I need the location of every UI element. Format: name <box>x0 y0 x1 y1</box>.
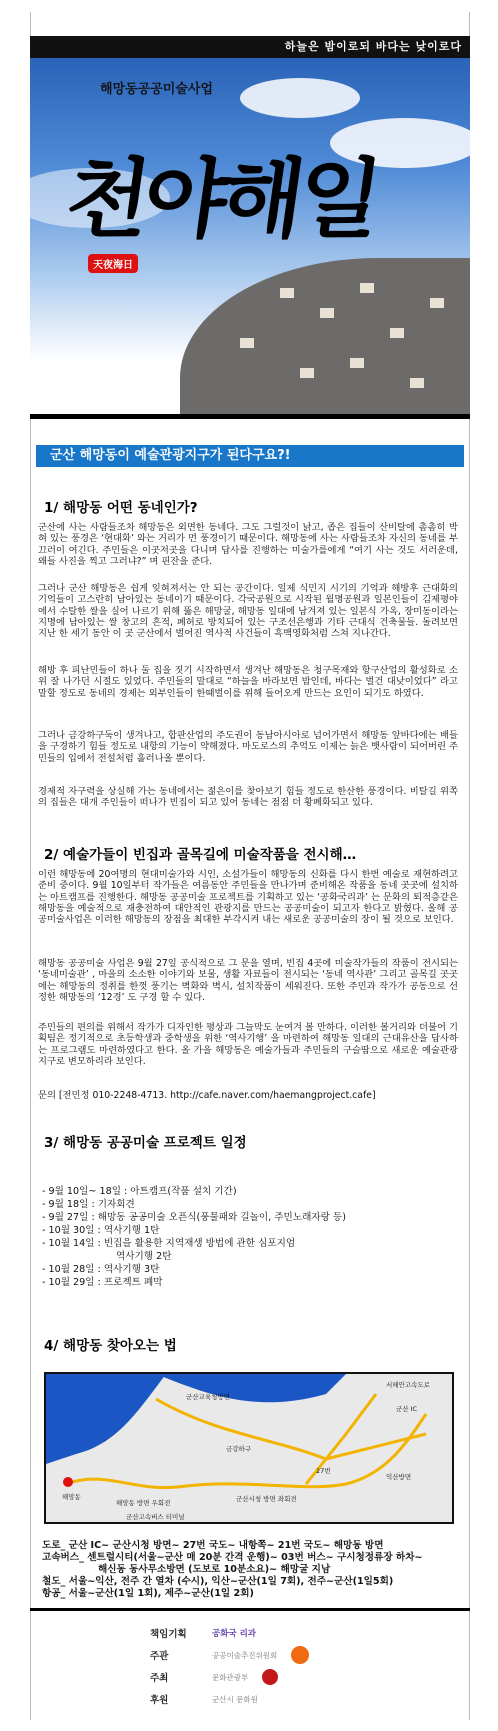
directions-map <box>44 1372 454 1524</box>
footer-divider <box>30 1608 470 1611</box>
credits-block <box>150 1622 309 1710</box>
credit-role: 책임기획 <box>150 1629 187 1640</box>
house <box>410 378 424 388</box>
credit-org: 공화국 리과 <box>212 1629 257 1639</box>
directions-list <box>42 1540 462 1600</box>
house <box>350 358 364 368</box>
cloud <box>240 78 360 118</box>
section-1-heading: 1/ 해망동 어떤 동네인가? <box>44 500 198 516</box>
house <box>240 338 254 348</box>
map-label: 해망동 방면 우회전 <box>116 1499 171 1507</box>
credit-org: 공공미술추진위원회 <box>212 1650 278 1660</box>
map-label: 금강하구 <box>226 1445 252 1453</box>
credit-role: 주관 <box>150 1651 169 1662</box>
direction-item: 항공_ 서울~군산(1일 1회), 제주~군산(1일 2회) <box>42 1588 254 1599</box>
direction-item: 도로_ 군산 IC~ 군산시청 방면~ 27번 국도~ 내항쪽~ 21번 국도~ 해망동 방면 <box>42 1540 384 1551</box>
hillside-village <box>180 258 470 414</box>
map-label: 군산 IC <box>396 1405 418 1413</box>
schedule-item: - 9월 10일~ 18일 : 아트캠프(작품 설치 기간) <box>42 1186 237 1197</box>
project-name: 해망동공공미술사업 <box>100 82 214 97</box>
organization-logo-icon <box>262 1669 278 1685</box>
map-label: 군산시청 방면 좌회전 <box>236 1495 297 1503</box>
house <box>320 308 334 318</box>
house <box>430 298 444 308</box>
paragraph: 그러나 군산 해망동은 쉽게 잊혀져서는 안 되는 공간이다. 일제 식민지 시기의 기억과 해방후 근대화의 기억들이 고스란히 남아있는 동네이기 때문이다. 각국공원으로 시작된 월명공원과 일본인들이 김제평야에서 수탈한 쌀을 실어 나르기 위해 뚫은 해망굴, 해망동 일대에 남겨져 있는 일본식 가옥, 장미동이라는 지명에 남아있는 쌀 창고의 흔적, 폐허로 방치되어 있는 구조선은행과 기타 근대식 건축물들. 돌려보면 지난 한 세기 동안 이 곳 군산에서 벌어진 역사적 사건들이 흑백영화처럼 스쳐 지나간다. <box>38 583 458 640</box>
house <box>390 328 404 338</box>
house <box>280 288 294 298</box>
map-label: 군산고속버스 터미널 <box>126 1513 185 1521</box>
hero-banner <box>30 58 470 414</box>
house <box>360 283 374 293</box>
credit-row <box>150 1666 309 1688</box>
map-label: 군산교육청방면 <box>186 1393 230 1401</box>
credit-row <box>150 1644 309 1666</box>
schedule-item: - 10월 28일 : 역사기행 3탄 <box>42 1264 160 1275</box>
paragraph: 해망동 공공미술 사업은 9월 27일 공식적으로 그 문을 열며, 빈집 4곳에 미술작가들의 작품이 전시되는 ‘동네미술관’ , 마을의 소소한 이야기와 보물, 생활 자료들이 전시되는 ‘동네 역사관’ 그리고 골목길 곳곳에는 해망동의 정취를 한껏 풍기는 벽화와 벽시, 설치작품이 세워진다. 또한 주민과 작가가 공동으로 선정한 해망동의 ‘12경’ 도 구경 할 수 있다. <box>38 958 458 1003</box>
contact-info: 문의 [전민정 010-2248-4713. http://cafe.naver.com/haemangproject.cafe] <box>38 1090 376 1101</box>
map-label: 27번 <box>316 1467 331 1475</box>
direction-item: 해신동 동사무소방면 (도보로 10분소요)~ 해망굴 지남 <box>98 1564 331 1575</box>
organization-logo-icon <box>291 1646 309 1664</box>
paragraph: 이런 해망동에 20여명의 현대미술가와 시인, 소설가들이 해망동의 신화를 다시 한번 예술로 재현하려고 준비 중이다. 9월 10일부터 작가들은 여름동안 주민들을 만나가며 준비해온 작품을 동네 곳곳에 설치하는 아트캠프를 진행한다. 해망동 공공미술 프로젝트를 기획하고 있는 ‘공화국리과’ 는 문화의 퇴적층같은 해망동을 예술적으로 재충전하여 대안적인 관광지를 만드는 공공미술이 되고자 한다고 밝혔다. 올해 공공미술사업은 이러한 해망동의 장점을 최대한 부각시켜 내는 새로운 공공미술의 장이 될 것으로 보인다. <box>38 869 458 926</box>
paragraph: 그러나 금강하구둑이 생겨나고, 합판산업의 주도권이 동남아시아로 넘어가면서 해망동 앞바다에는 배들을 구경하기 힘들 정도로 내항의 기능이 약해졌다. 마도로스의 추억도 이제는 늙은 뱃사람이 되어버린 주민들의 입에서 전설처럼 흘러나올 뿐이다. <box>38 730 458 764</box>
sea-area <box>46 1374 166 1464</box>
map-label: 익산방면 <box>386 1473 412 1481</box>
house <box>300 368 314 378</box>
direction-item: 철도_ 서울~익산, 전주 간 열차 (수시), 익산~군산(1일 7회), 전주~군산(1일5회) <box>42 1576 394 1587</box>
schedule-item: - 10월 14일 : 빈집을 활용한 지역재생 방법에 관한 심포지엄 <box>42 1238 296 1249</box>
credit-role: 후원 <box>150 1695 169 1706</box>
destination-marker <box>63 1477 73 1487</box>
credit-org: 군산시 문화원 <box>212 1694 258 1704</box>
slogan-bar: 하늘은 밤이로되 바다는 낮이로다 <box>30 36 470 58</box>
credit-row <box>150 1688 309 1710</box>
hero-divider <box>30 414 470 419</box>
red-seal-stamp: 天夜海日 <box>88 254 138 273</box>
paragraph: 군산에 사는 사람들조차 해망동은 외면한 동네다. 그도 그럴것이 낡고, 좁은 집들이 산비탈에 촘촘히 박혀 있는 풍경은 ‘현대화’ 와는 거리가 먼 풍경이기 때문이다. 해망동에 사는 사람들조차 자신의 동네를 부끄러이 여긴다. 주민들은 이곳저곳을 다니며 답사를 진행하는 미술가를에게 “여기 사는 것도 서러운데, 왜들 사진을 찍고 그러냐?” 며 핀잔을 준다. <box>38 522 458 567</box>
schedule-item: - 10월 30일 : 역사기행 1탄 <box>42 1225 160 1236</box>
route-road <box>156 1399 426 1459</box>
schedule-item: 역사기행 2탄 <box>116 1251 172 1262</box>
schedule-item: - 10월 29일 : 프로젝트 폐막 <box>42 1277 163 1288</box>
schedule-item: - 9월 27일 : 해망동 공공미술 오픈식(풍물패와 길놀이, 주민노래자랑 등) <box>42 1212 346 1223</box>
schedule-item: - 9월 18일 : 기자회견 <box>42 1199 135 1210</box>
map-label: 서해안고속도로 <box>386 1381 430 1389</box>
main-title: 천야해일 <box>59 149 383 250</box>
paragraph: 해방 후 피난민들이 하나 둘 집을 짓기 시작하면서 생겨난 해망동은 청구목재와 항구산업의 활성화로 소위 잘 나가던 시절도 있었다. 주민들의 말대로 “하늘을 바라보면 밤인데, 바다는 벌건 대낮이었다” 라고 말할 정도로 동네의 경제는 외부인들이 한때벌이를 위해 들어오게 만드는 요인이 되기도 하였다. <box>38 665 458 699</box>
section-4-heading: 4/ 해망동 찾아오는 법 <box>44 1338 177 1354</box>
section-2-heading: 2/ 예술가들이 빈집과 골목길에 미술작품을 전시해… <box>44 847 357 863</box>
schedule-list <box>42 1185 442 1289</box>
map-label: 해망동 <box>62 1493 81 1501</box>
direction-item: 고속버스_ 센트럴시티(서울~군산 매 20분 간격 운행)~ 03번 버스~ 구시청정류장 하차~ <box>42 1552 423 1563</box>
paragraph: 경제적 자구력을 상실해 가는 동네에서는 젊은이를 찾아보기 힘들 정도로 한산한 풍경이다. 비탈길 위쪽의 집들은 대개 주인들이 떠나가 빈집이 되고 있어 동네는 점점 더 황폐화되고 있다. <box>38 786 458 809</box>
credit-row <box>150 1622 309 1644</box>
paragraph: 주민들의 편의를 위해서 작가가 디자인한 평상과 그늘막도 눈여겨 볼 만하다. 이러한 볼거리와 더불어 기획팀은 정기적으로 초등학생과 중학생을 위한 ‘역사기행’ 을 마련하여 해망동 일대의 근대유산을 답사하는 프로그램도 마련하였다고 한다. 올 가을 해망동은 예술가들과 주민들의 구슬땀으로 새로운 예술관광지구로 변모하리라 보인다. <box>38 1022 458 1067</box>
headline-banner: 군산 해망동이 예술관광지구가 된다구요?! <box>36 445 464 467</box>
credit-org: 문화관광부 <box>212 1672 249 1682</box>
credit-role: 주최 <box>150 1673 169 1684</box>
section-3-heading: 3/ 해망동 공공미술 프로젝트 일정 <box>44 1135 247 1151</box>
